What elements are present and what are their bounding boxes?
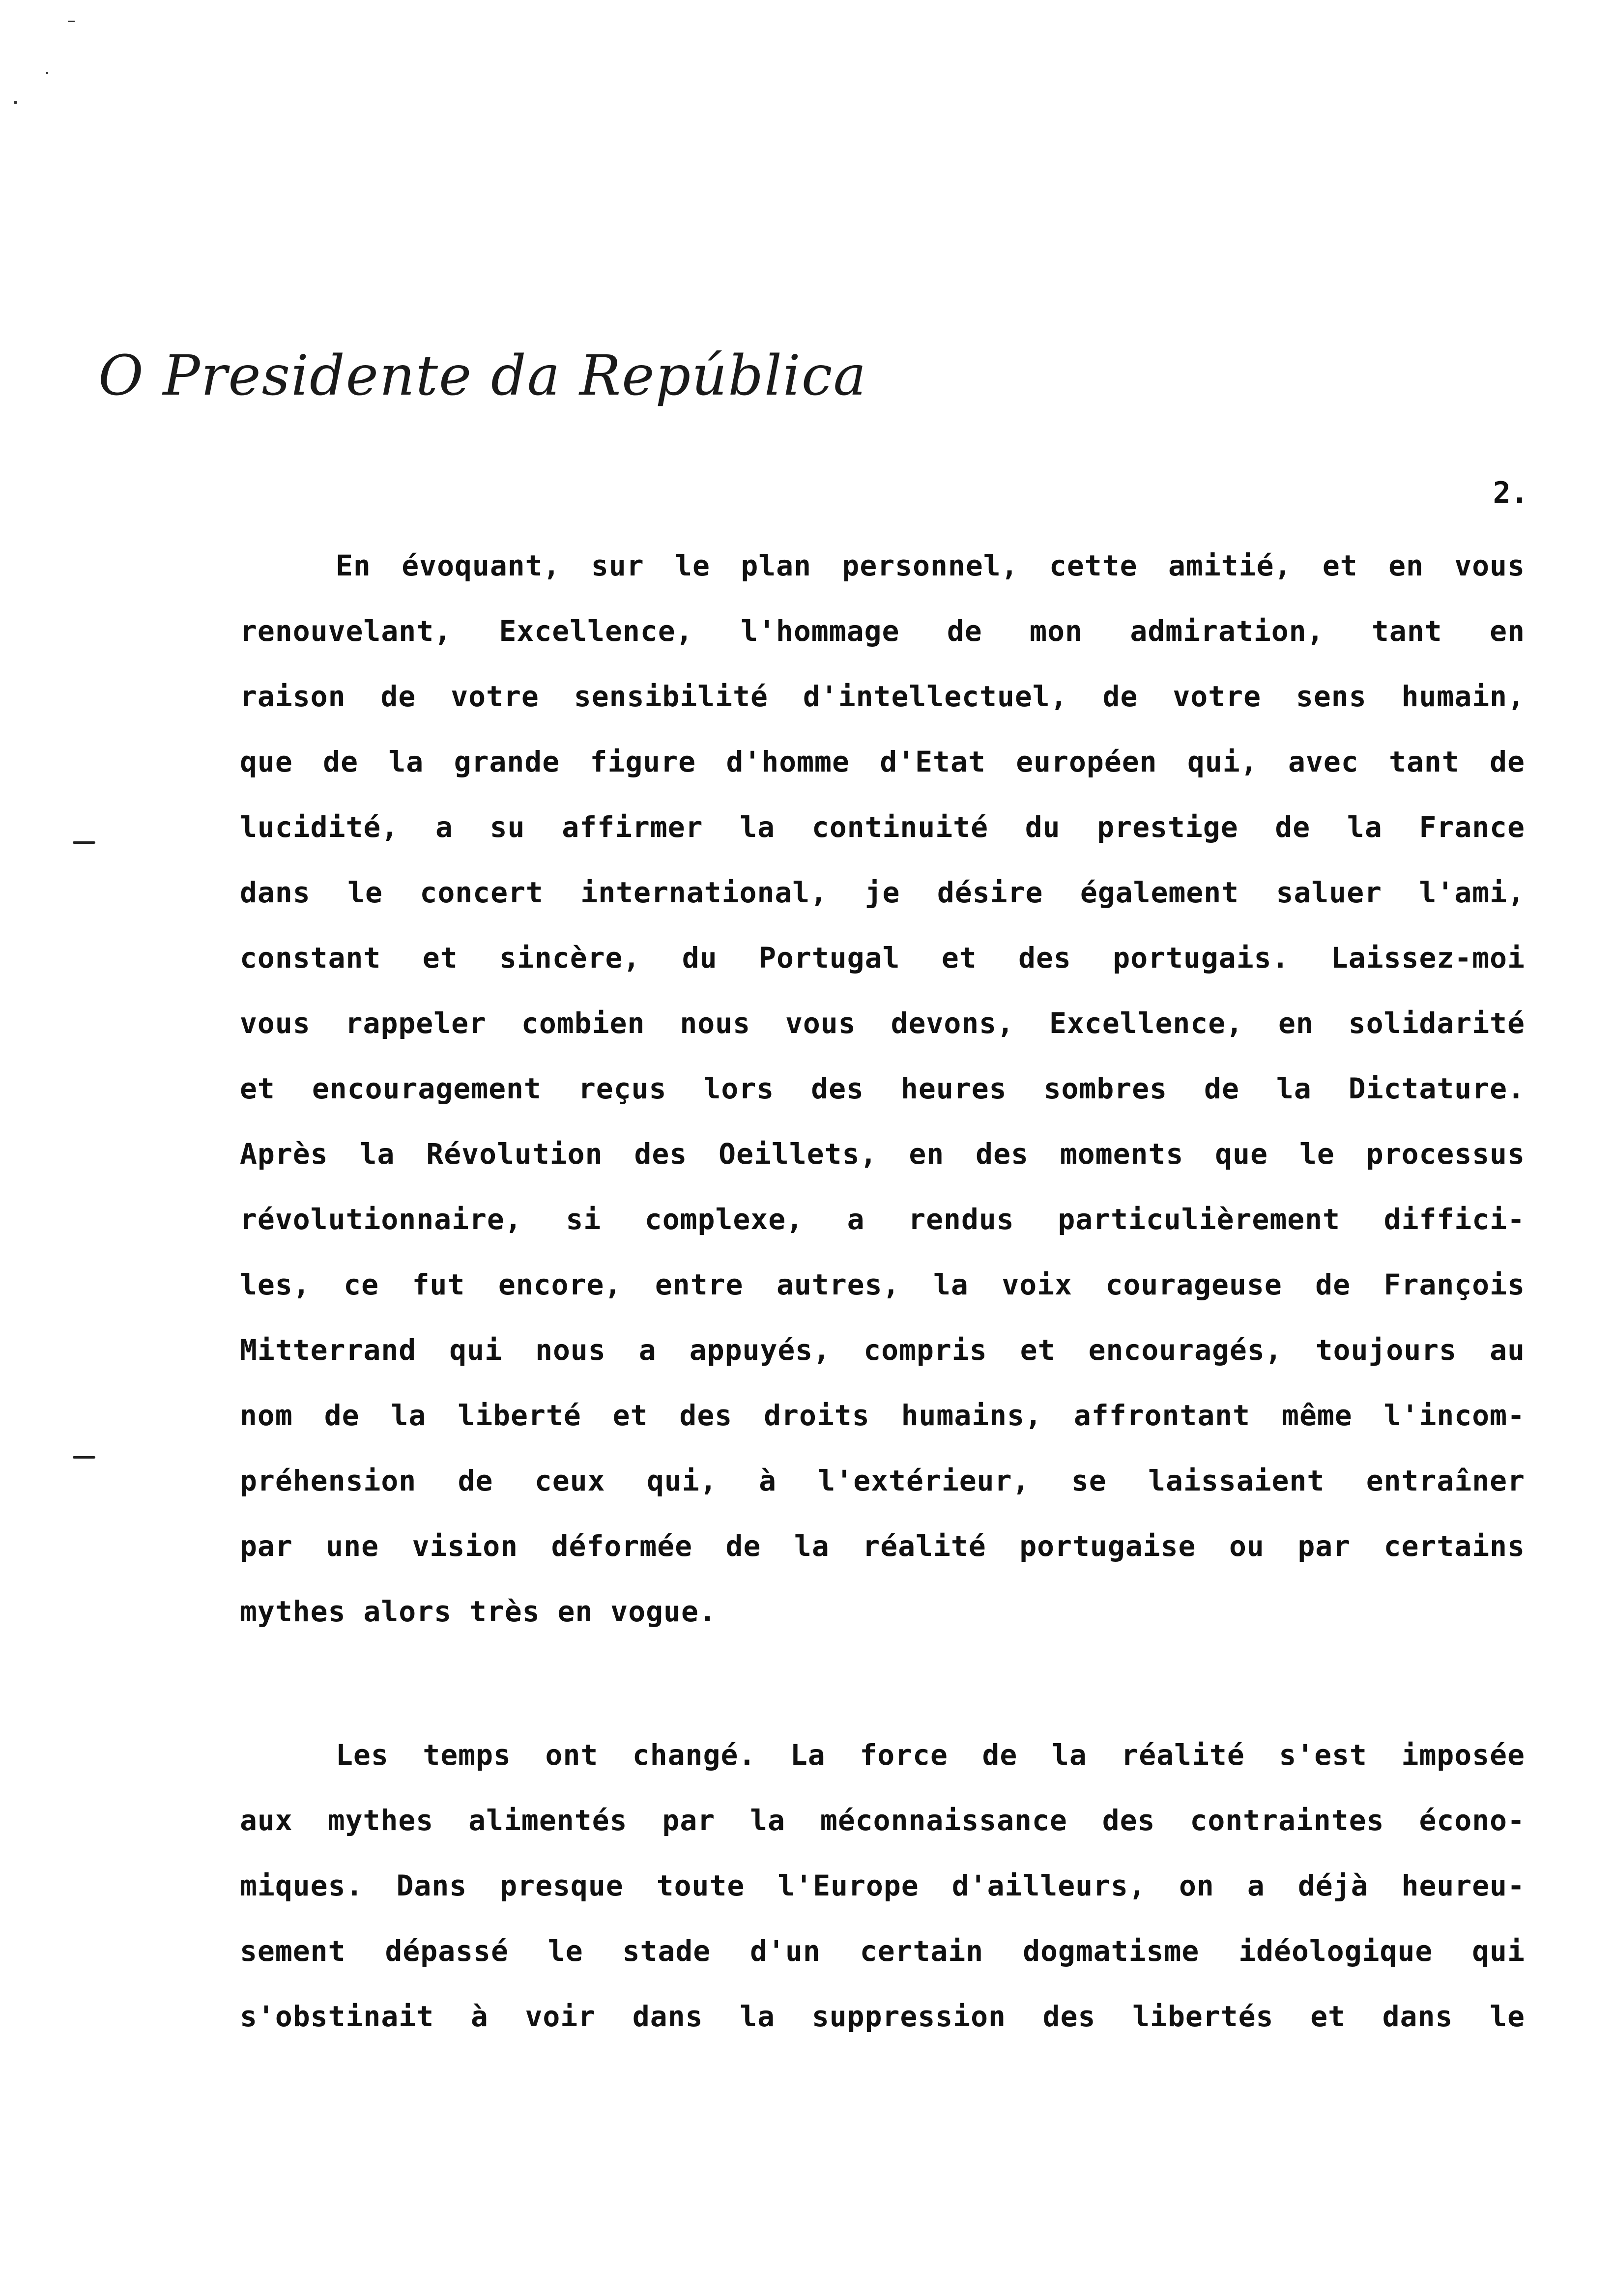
- text-line: dans le concert international, je désire également saluer l'ami,: [240, 876, 1525, 909]
- paragraph-2: [240, 1722, 1525, 2049]
- text-line: Après la Révolution des Oeillets, en des moments que le processus: [240, 1137, 1525, 1171]
- text-line: raison de votre sensibilité d'intellectuel, de votre sens humain,: [240, 680, 1525, 713]
- scan-speck: [14, 101, 17, 104]
- text-line: miques. Dans presque toute l'Europe d'ailleurs, on a déjà heureu-: [240, 1869, 1525, 1902]
- margin-mark: [73, 841, 95, 844]
- text-line: et encouragement reçus lors des heures sombres de la Dictature.: [240, 1072, 1525, 1105]
- page-number: 2.: [1493, 476, 1528, 510]
- text-line: les, ce fut encore, entre autres, la voix courageuse de François: [240, 1268, 1525, 1301]
- text-line: Les temps ont changé. La force de la réalité s'est imposée: [336, 1738, 1525, 1772]
- scan-speck: [68, 21, 75, 22]
- text-line: préhension de ceux qui, à l'extérieur, se laissaient entraîner: [240, 1464, 1525, 1497]
- text-line: vous rappeler combien nous vous devons, Excellence, en solidarité: [240, 1006, 1525, 1040]
- text-line: aux mythes alimentés par la méconnaissance des contraintes écono-: [240, 1804, 1525, 1837]
- text-line: sement dépassé le stade d'un certain dogmatisme idéologique qui: [240, 1934, 1525, 1968]
- text-line: Mitterrand qui nous a appuyés, compris et encouragés, toujours au: [240, 1333, 1525, 1367]
- paragraph-1: [240, 533, 1525, 1644]
- margin-mark: [73, 1456, 95, 1459]
- letterhead-title: O Presidente da República: [98, 344, 867, 408]
- text-line: constant et sincère, du Portugal et des portugais. Laissez-moi: [240, 941, 1525, 975]
- scan-speck: [46, 72, 48, 74]
- text-line: révolutionnaire, si complexe, a rendus particulièrement diffici-: [240, 1203, 1525, 1236]
- text-line: lucidité, a su affirmer la continuité du prestige de la France: [240, 810, 1525, 844]
- text-line: nom de la liberté et des droits humains, affrontant même l'incom-: [240, 1399, 1525, 1432]
- text-line: En évoquant, sur le plan personnel, cette amitié, et en vous: [336, 549, 1525, 582]
- text-line: par une vision déformée de la réalité portugaise ou par certains: [240, 1529, 1525, 1563]
- text-line: renouvelant, Excellence, l'hommage de mon admiration, tant en: [240, 614, 1525, 648]
- text-line: mythes alors très en vogue.: [240, 1595, 717, 1628]
- text-line: que de la grande figure d'homme d'Etat européen qui, avec tant de: [240, 745, 1525, 778]
- text-line: s'obstinait à voir dans la suppression des libertés et dans le: [240, 2000, 1525, 2033]
